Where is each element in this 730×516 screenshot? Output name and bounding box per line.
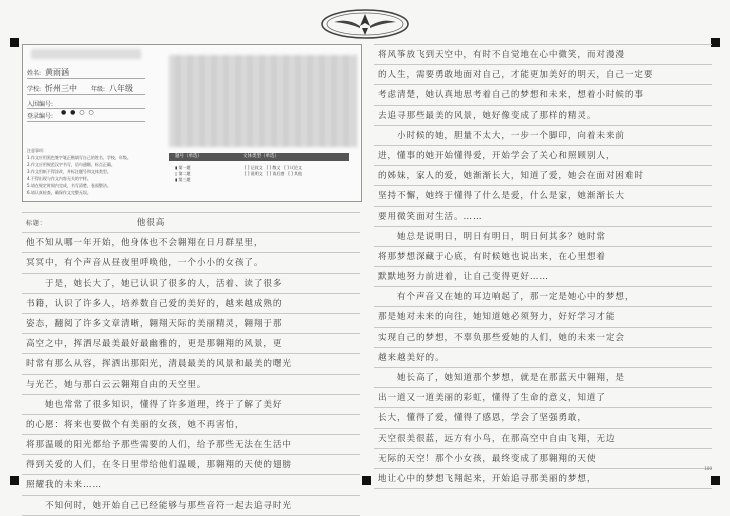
genre-option[interactable]: 议论文	[290, 165, 303, 170]
left-page	[22, 44, 360, 511]
essay-line	[22, 333, 360, 353]
school-label: 学校:	[27, 86, 42, 93]
essay-line	[374, 428, 712, 448]
essay-line	[22, 273, 360, 293]
divider	[27, 121, 145, 122]
redacted-barcode	[169, 55, 357, 147]
essay-line	[22, 454, 360, 474]
topic-option[interactable]: 第一题	[178, 165, 191, 170]
topic-option[interactable]: 第二题	[178, 171, 191, 176]
corner-mark	[711, 476, 720, 485]
genre-heading: 文体类型（单选）	[237, 153, 349, 161]
essay-line	[22, 414, 360, 434]
essay-line-text: 时常有那么从容，挥洒出那阳光，清晨最美的风景和最美的曙光	[26, 359, 292, 370]
essay-line	[22, 374, 360, 394]
essay-line	[22, 394, 360, 414]
essay-line-text: 书籍，认识了许多人，培养数自己爱的美好的，越来越成熟的	[26, 298, 283, 309]
bubble-marks: ● ● ○ ○	[61, 109, 95, 116]
essay-line	[22, 293, 360, 313]
entry-label: 入围编号:	[27, 101, 54, 108]
note-item: 1.作文应用黑色签字笔正楷填写自己的姓名、学校、年级。	[27, 155, 131, 160]
essay-line	[22, 313, 360, 333]
topic-options: ▮ 第一题 ▯ 第二题 ▮ 第三题	[175, 165, 191, 182]
essay-line	[22, 232, 360, 252]
topic-option[interactable]: 第三题	[178, 177, 191, 182]
note-item: 6.请认真检查，确保作文完整无误。	[27, 190, 91, 195]
essay-line-text: 越来越美好的。	[378, 352, 445, 363]
essay-line-text: 坚持不懈，她终于懂得了什么是爱，什么是家，她渐渐长大	[378, 191, 625, 202]
login-field	[27, 111, 53, 120]
genre-option[interactable]: 记叙文	[250, 165, 263, 170]
essay-line	[374, 246, 712, 266]
right-page	[374, 44, 712, 484]
essay-line	[374, 367, 712, 387]
essay-line-text: 得到关爱的人们，在冬日里带给他们温暖，那翱翔的天使的翅膀	[26, 460, 292, 471]
essay-line-text: 去追寻那些最美的风景，她好像变成了那样的精灵。	[378, 110, 597, 121]
title-row	[22, 212, 360, 232]
essay-line-text: 于是，她长大了，她已认识了很多的人，活着、读了很多	[26, 278, 283, 289]
essay-line-text: 无际的天空！那个小女孩，最终变成了那翱翔的天使	[378, 453, 597, 464]
essay-line-text: 默默地努力前进着，让自己变得更好……	[378, 272, 549, 283]
name-label: 姓名:	[27, 70, 42, 77]
essay-line	[374, 206, 712, 226]
winged-emblem-icon	[320, 8, 410, 40]
name-value: 黄雨涵	[45, 68, 70, 77]
essay-line-text: 出一道又一道美丽的彩虹，懂得了生命的意义，知道了	[378, 393, 606, 404]
essay-line	[22, 434, 360, 454]
topic-heading: 题号（单选）	[169, 153, 245, 161]
essay-line-text: 她总是说明日，明日有明日，明日何其多？她时常	[378, 231, 606, 242]
note-item: 4.不得出现与作文内容无关的字样。	[27, 176, 91, 181]
essay-line	[374, 387, 712, 407]
essay-line-text: 将那温暖的阳光都给予那些需要的人们，给予那些无法在生活中	[26, 440, 292, 451]
essay-line-text: 要用微笑面对生活。……	[378, 211, 483, 222]
name-field	[27, 67, 69, 78]
corner-mark	[362, 476, 371, 485]
essay-grid-left	[22, 212, 360, 516]
essay-line	[374, 125, 712, 145]
notes-block	[27, 147, 155, 196]
login-label: 登录编号:	[27, 113, 54, 120]
genre-option[interactable]: 读后感	[272, 171, 285, 176]
genre-option[interactable]: 散文	[272, 165, 281, 170]
divider	[27, 78, 145, 79]
essay-line	[374, 84, 712, 104]
essay-line	[374, 327, 712, 347]
essay-line-text: 与光芒，她与那白云云翱翔自由的天空里。	[26, 379, 207, 390]
note-item: 2.作文应用规范汉字书写，语句通顺，标点正确。	[27, 162, 115, 167]
title-label: 标题：	[26, 220, 47, 227]
essay-line-text: 高空之中，挥洒尽最美最好最幽雅的，更是那翱翔的风景，更	[26, 339, 283, 350]
page-number: 100	[704, 466, 712, 471]
essay-line	[374, 347, 712, 367]
essay-grid-right	[374, 44, 712, 489]
essay-line	[374, 468, 712, 489]
essay-line-text: 那是她对未来的向往，她知道她必须努力，好好学习才能	[378, 312, 616, 323]
essay-line	[374, 266, 712, 286]
essay-line-text: 有个声音又在她的耳边响起了，那一定是她心中的梦想，	[378, 292, 635, 303]
essay-line	[374, 407, 712, 427]
student-info-box	[22, 44, 362, 202]
essay-line-text: 地让心中的梦想飞翔起来，开始追寻那美丽的梦想，	[378, 473, 597, 484]
essay-line-text: 的心愿：将来也要做个有美丽的女孩，她不再害怕，	[26, 419, 245, 430]
essay-line	[374, 165, 712, 185]
essay-line-text: 的姊妹，家人的爱，她渐渐长大，知道了爱，她会在面对困难时	[378, 171, 644, 182]
corner-mark	[10, 38, 19, 47]
essay-line	[374, 448, 712, 468]
genre-option[interactable]: 说明文	[250, 171, 263, 176]
essay-line	[374, 44, 712, 64]
essay-line-text: 将那梦想深藏于心底，有时候她也说出来，在心里想着	[378, 251, 606, 262]
essay-line-text: 考虑清楚，她认真地思考着自己的梦想和未来，想着小时候的事	[378, 90, 644, 101]
corner-mark	[10, 476, 19, 485]
essay-line	[374, 226, 712, 246]
genre-options: [ ] 记叙文 [ ] 散文 [ ] 议论文 [ ] 说明文 [ ] 读后感 [ ] 其他	[245, 165, 303, 176]
divider	[27, 94, 145, 95]
essay-line-text: 天空很美很蓝，远方有小鸟，在那高空中自由飞翔，无边	[378, 433, 616, 444]
corner-mark	[711, 38, 720, 47]
school-field	[27, 83, 133, 94]
essay-line-text: 她也常常了很多知识，懂得了许多道理，终于了解了美好	[26, 399, 283, 410]
essay-line	[22, 474, 360, 494]
essay-line-text: 她长高了，她知道那个梦想，就是在那蓝天中翱翔，是	[378, 373, 625, 383]
essay-line-text: 冥冥中，有个声音从昼夜里呼唤他，一个小小的女孩了。	[26, 258, 264, 269]
essay-line-text: 进，懂事的她开始懂得爱，开始学会了关心和照顾别人，	[378, 150, 616, 161]
essay-line	[374, 185, 712, 205]
essay-line-text: 小时候的她，胆量不太大，一步一个脚印，向着未来前	[378, 130, 625, 141]
essay-line	[374, 105, 712, 125]
essay-line-text: 他不知从哪一年开始，他身体也不会翱翔在日月群星里，	[26, 238, 264, 249]
essay-line	[22, 252, 360, 272]
essay-line-text: 将风筝放飞到天空中，有时不自觉地在心中微笑，而对漫漫	[378, 50, 625, 60]
essay-line-text: 照耀我的未来……	[26, 480, 102, 491]
essay-line-text: 姿态，翻阅了许多文章清晰，翱翔天际的美丽精灵，翱翔于那	[26, 318, 283, 329]
grade-value: 八年级	[108, 84, 133, 93]
essay-line-text: 实现自己的梦想，不辜负那些爱她的人们，她的未来一定会	[378, 332, 625, 343]
essay-title: 他很高	[136, 218, 166, 228]
note-item: 5.请在规定时间内完成，书写清楚，卷面整洁。	[27, 183, 111, 188]
essay-line-text: 不知何时，她开始自己已经能够与那些音符一起去追寻时光	[26, 500, 292, 511]
genre-option[interactable]: 其他	[294, 171, 303, 176]
essay-line	[22, 353, 360, 373]
essay-line	[374, 145, 712, 165]
essay-line	[374, 306, 712, 326]
grade-label: 年级:	[90, 86, 105, 93]
essay-line	[374, 64, 712, 84]
essay-line	[374, 286, 712, 306]
note-item: 3.作文用纸不得涂改，并标注题号和文体类型。	[27, 169, 111, 174]
essay-line-text: 长大，懂得了爱，懂得了感恩，学会了坚强勇敢，	[378, 413, 587, 424]
redacted-header	[31, 49, 141, 59]
essay-line	[22, 495, 360, 516]
school-value: 忻州三中	[45, 84, 78, 93]
entry-field	[27, 99, 53, 108]
essay-line-text: 的人生，需要勇敢地面对自己，才能更加美好的明天，自己一定要	[378, 70, 654, 81]
notes-title: 注意事项：	[27, 148, 47, 153]
